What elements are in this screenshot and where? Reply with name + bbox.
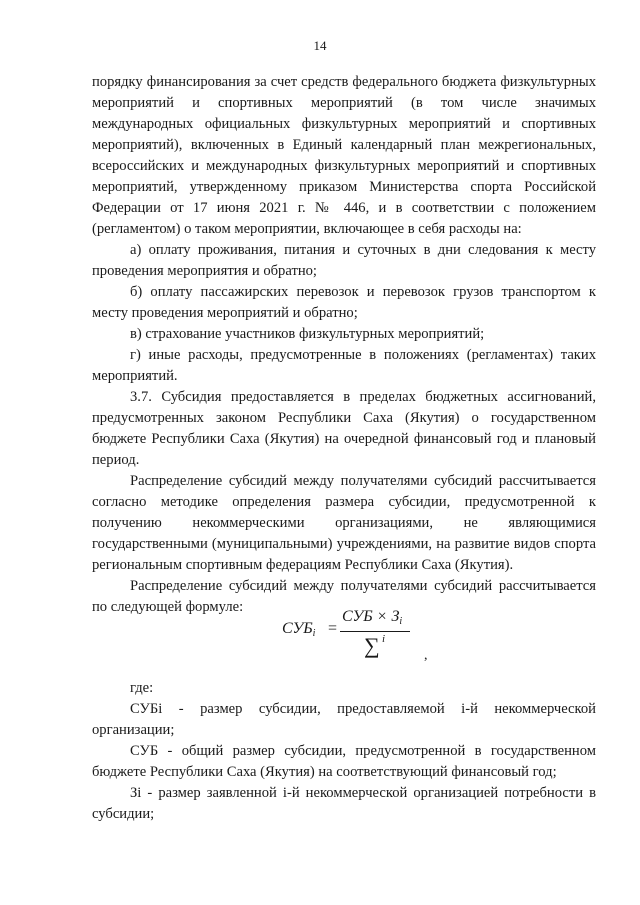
list-item-g: г) иные расходы, предусмотренные в положениях (регламентах) таких мероприятий. bbox=[92, 347, 596, 384]
paragraph-intro: порядку финансирования за счет средств федерального бюджета физкультурных мероприятий и спортивных мероприятий (в том числе значимых международных официальных физкультурных мероприятий и спортивных мероприятий), включенных в Единый календарный план межрегиональных, всероссийских и международных физкультурных мероприятий и спортивных мероприятий, утвержденному приказом Министерства спорта Российской Федерации от 17 июня 2021 г. № 446, и в соответствии с положением (регламентом) о таком мероприятии, включающее в себя расходы на: bbox=[92, 74, 596, 237]
paragraph-distribution-formula: Распределение субсидий между получателями субсидий рассчитывается по следующей формуле: bbox=[92, 578, 596, 615]
definitions-block bbox=[92, 678, 596, 825]
document-body bbox=[92, 72, 596, 618]
list-item-b: б) оплату пассажирских перевозок и перевозок грузов транспортом к месту проведения мероприятий и обратно; bbox=[92, 284, 596, 321]
list-item-a: а) оплату проживания, питания и суточных в дни следования к месту проведения мероприятия и обратно; bbox=[92, 242, 596, 279]
formula-numerator: СУБ × $З_i$ bbox=[342, 608, 403, 627]
paragraph-3-7: 3.7. Субсидия предоставляется в пределах бюджетных ассигнований, предусмотренных законом Республики Саха (Якутия) о государственном бюджете Республики Саха (Якутия) на очередной финансовый год и плановый период. bbox=[92, 389, 596, 468]
list-item-v: в) страхование участников физкультурных мероприятий; bbox=[130, 326, 485, 342]
formula-equals: = bbox=[328, 620, 338, 637]
definition-sub: СУБ - общий размер субсидии, предусмотренной в государственном бюджете Республики Саха (Якутия) на соответствующий финансовый год; bbox=[92, 743, 596, 780]
formula-denominator-index: i bbox=[382, 633, 386, 645]
formula-comma: , bbox=[424, 648, 428, 663]
paragraph-distribution-method: Распределение субсидий между получателями субсидий рассчитывается согласно методике определения размера субсидии, предусмотренной к получению некоммерческими организациями, не являющимися государственными (муниципальными) учреждениями, на развитие видов спорта региональным спортивным федерациям Республики Саха (Якутия). bbox=[92, 473, 596, 573]
formula-denominator: ∑ bbox=[364, 633, 380, 658]
subsidy-formula bbox=[282, 606, 482, 666]
definition-zi: Зi - размер заявленной i-й некоммерческой организацией потребности в субсидии; bbox=[92, 785, 596, 822]
definitions-intro: где: bbox=[130, 680, 154, 696]
fraction-bar bbox=[340, 631, 410, 632]
page-number: 14 bbox=[313, 38, 327, 53]
formula-lhs: $СУБ_i$ bbox=[282, 620, 316, 639]
definition-subi: СУБi - размер субсидии, предоставляемой i-й некоммерческой организации; bbox=[92, 701, 596, 738]
